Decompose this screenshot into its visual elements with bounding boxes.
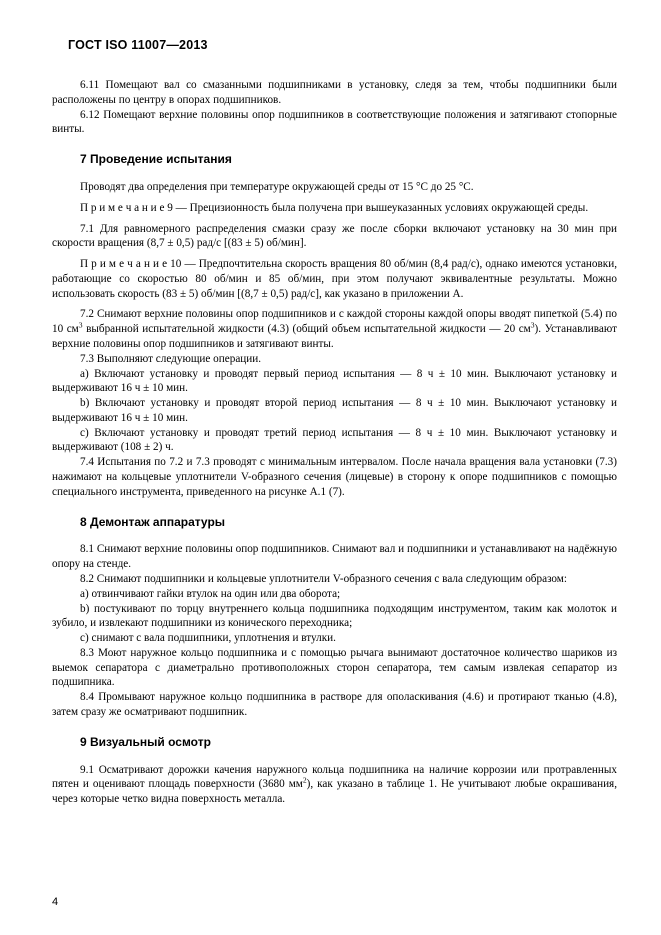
paragraph-8-2-a: а) отвинчивают гайки втулок на один или два оборота; <box>80 587 341 600</box>
paragraph-8-3: 8.3 Моют наружное кольцо подшипника и с помощью рычага вынимают достаточное количество шариков из выемок сепаратора с диаметрально противоположных сторон сепаратора, тем самым извлекая сепаратор из подшипника. <box>52 646 617 689</box>
paragraph-7-intro: Проводят два определения при температуре окружающей среды от 15 °С до 25 °С. <box>80 180 474 193</box>
paragraph-7-1: 7.1 Для равномерного распределения смазки сразу же после сборки включают установку на 30 мин при скорости вращения (8,7 ± 0,5) рад/с [(83 ± 5) об/мин]. <box>52 222 617 250</box>
superscript-cubic-2: 3 <box>530 320 535 330</box>
paragraph-9-1 <box>52 763 617 807</box>
heading-8: 8 Демонтаж аппаратуры <box>80 514 226 529</box>
superscript-square: 2 <box>302 775 307 785</box>
paragraph-8-1: 8.1 Снимают верхние половины опор подшипников. Снимают вал и подшипники и устанавливают на надёжную опору на стенде. <box>52 543 617 571</box>
superscript-cubic-1: 3 <box>78 320 83 330</box>
heading-9: 9 Визуальный осмотр <box>80 734 211 749</box>
paragraph-7-3: 7.3 Выполняют следующие операции. <box>80 352 262 365</box>
paragraph-8-2: 8.2 Снимают подшипники и кольцевые уплотнители V-образного сечения с вала следующим образом: <box>80 572 567 585</box>
note-10: П р и м е ч а н и е 10 — Предпочтительна скорость вращения 80 об/мин (8,4 рад/с), однако имеются установки, работающие со скоростью 80 об/мин и 85 об/мин, при этом получают эквивалентные результаты. Можно использовать скорость (83 ± 5) об/мин [(8,7 ± 0,5) рад/с], как указано в приложении А. <box>52 258 617 300</box>
paragraph-9-1-part2: ), как указано в таблице 1. Не учитывают любые окрашивания, через которые четко видна поверхность металла. <box>52 778 617 806</box>
heading-7: 7 Проведение испытания <box>80 152 232 167</box>
paragraph-7-2-part1: 7.2 Снимают верхние половины опор подшипников и с каждой стороны каждой опоры вводят пипеткой (5.4) по 10 см <box>52 308 617 336</box>
paragraph-9-1-part1: 9.1 Осматривают дорожки качения наружного кольца подшипника на наличие коррозии или протравленных пятен и оценивают площадь поверхности (3680 мм <box>52 763 617 791</box>
paragraph-7-3-b: b) Включают установку и проводят второй период испытания — 8 ч ± 10 мин. Выключают установку и выдерживают 16 ч ± 10 мин. <box>52 397 617 424</box>
paragraph-7-2 <box>52 307 617 351</box>
paragraph-7-2-part2: выбранной испытательной жидкости (4.3) (общий объем испытательной жидкости — 20 см <box>82 323 531 336</box>
paragraph-8-2-c: c) снимают с вала подшипники, уплотнения и втулки. <box>80 632 336 645</box>
paragraph-6-11: 6.11 Помещают вал со смазанными подшипниками в установку, следя за тем, чтобы подшипники были расположены по центру в опорах подшипников. <box>52 79 617 106</box>
paragraph-7-3-a: а) Включают установку и проводят первый период испытания — 8 ч ± 10 мин. Выключают установку и выдерживают 16 ч ± 10 мин. <box>52 367 617 395</box>
paragraph-8-2-b: b) постукивают по торцу внутреннего кольца подшипника подходящим инструментом, таким как молоток и зубило, и извлекают подшипники из конического переходника; <box>52 602 617 630</box>
note-9: П р и м е ч а н и е 9 — Прецизионность была получена при вышеуказанных условиях окружающей среды. <box>80 201 589 214</box>
page-number: 4 <box>52 896 59 908</box>
document-body <box>52 78 617 807</box>
paragraph-6-12: 6.12 Помещают верхние половины опор подшипников в соответствующие положения и затягивают стопорные винты. <box>52 108 617 136</box>
paragraph-7-3-c: c) Включают установку и проводят третий период испытания — 8 ч ± 10 мин. Выключают установку и выдерживают (108 ± 2) ч. <box>52 426 617 454</box>
paragraph-7-4: 7.4 Испытания по 7.2 и 7.3 проводят с минимальным интервалом. После начала вращения вала установки (7.3) нажимают на кольцевые уплотнители V-образного сечения (лицевые) в сторону к опоре подшипников с помощью специального инструмента, приведенного на рисунке А.1 (7). <box>52 456 617 498</box>
paragraph-8-4: 8.4 Промывают наружное кольцо подшипника в растворе для ополаскивания (4.6) и протирают тканью (4.8), затем сразу же осматривают подшипник. <box>52 691 617 718</box>
document-header: ГОСТ ISO 11007—2013 <box>68 38 208 52</box>
paragraph-7-2-part3: ). Устанавливают верхние половины опор подшипников и затягивают винты. <box>52 323 617 350</box>
